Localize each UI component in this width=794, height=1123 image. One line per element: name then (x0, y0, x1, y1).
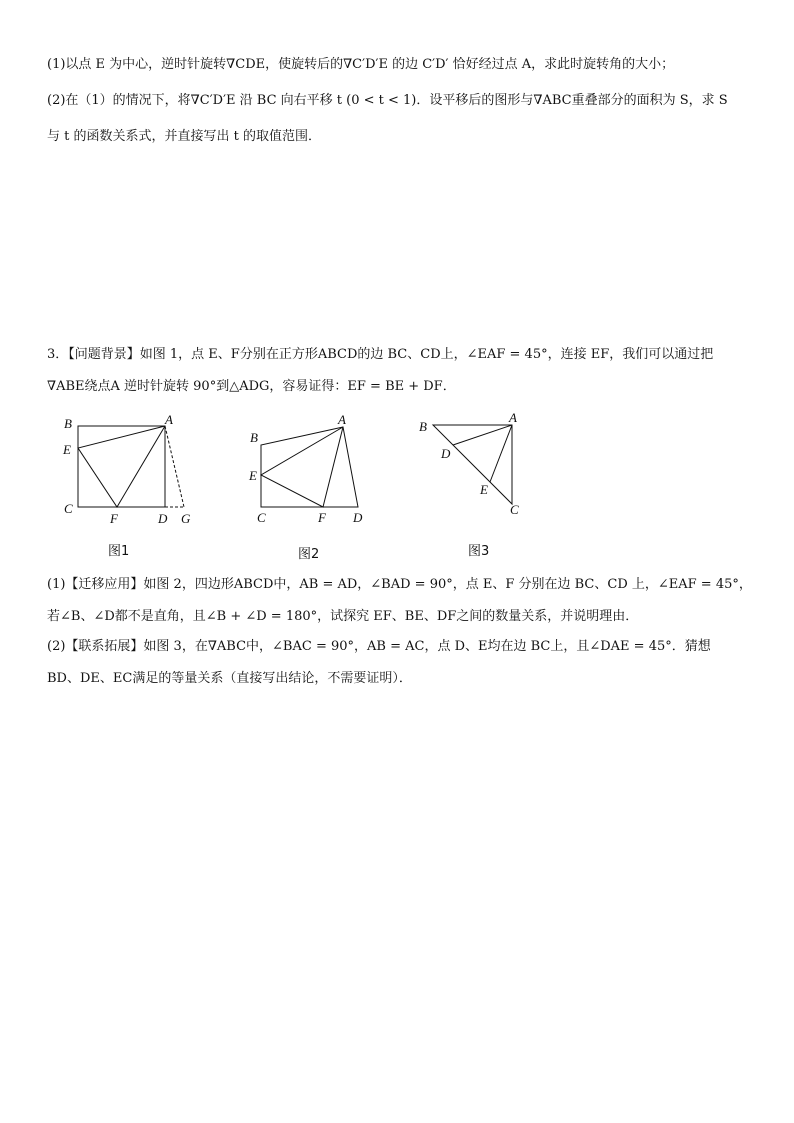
fig3-label-d: D (441, 446, 451, 461)
problem3-intro-line1: 3．【问题背景】如图 1，点 E、F分别在正方形ABCD的边 BC、CD上，∠EAF = 45°，连接 EF，我们可以通过把 (47, 347, 714, 362)
fig1-label-f: F (110, 511, 118, 526)
fig3-label-a: A (509, 410, 517, 425)
figure-2-caption: 图2 (298, 547, 320, 562)
problem3-intro-line2: ∇ABE绕点A 逆时针旋转 90°到△ADG，容易证得：EF = BE + DF． (47, 379, 456, 394)
fig1-label-a: A (165, 412, 173, 427)
fig2-label-f: F (318, 510, 326, 525)
problem3-q1-line1: (1)【迁移应用】如图 2，四边形ABCD中，AB = AD，∠BAD = 90°，点 E、F 分别在边 BC、CD 上，∠EAF = 45°， (47, 577, 752, 592)
problem2-part2-line2: 与 t 的函数关系式，并直接写出 t 的取值范围． (47, 129, 321, 144)
problem2-part1: (1)以点 E 为中心，逆时针旋转∇CDE，使旋转后的∇C′D′E 的边 C′D′ 恰好经过点 A，求此时旋转角的大小； (47, 57, 675, 72)
fig1-label-e: E (63, 442, 71, 457)
fig2-label-e: E (249, 468, 257, 483)
fig2-label-b: B (250, 430, 258, 445)
fig3-label-b: B (419, 419, 427, 434)
figure-3-caption: 图3 (468, 544, 490, 559)
figure-3 (410, 405, 540, 525)
problem2-part2-line1: (2)在（1）的情况下，将∇C′D′E 沿 BC 向右平移 t (0 < t < 1)．设平移后的图形与∇ABC重叠部分的面积为 S，求 S (47, 93, 728, 108)
figure-2 (245, 408, 375, 528)
fig1-label-g: G (181, 511, 191, 526)
fig1-label-d: D (158, 511, 168, 526)
problem3-q1-line2: 若∠B、∠D都不是直角，且∠B + ∠D = 180°，试探究 EF、BE、DF之间的数量关系，并说明理由． (47, 609, 639, 624)
fig1-label-c: C (64, 501, 73, 516)
fig3-label-e: E (480, 482, 488, 497)
fig2-label-a: A (338, 412, 346, 427)
fig2-label-c: C (257, 510, 266, 525)
fig2-label-d: D (353, 510, 363, 525)
figure-1-caption: 图1 (108, 544, 130, 559)
problem3-q2-line2: BD、DE、EC满足的等量关系（直接写出结论，不需要证明）． (47, 671, 412, 686)
fig1-label-b: B (64, 416, 72, 431)
figure-1 (55, 408, 205, 528)
fig3-label-c: C (510, 502, 519, 517)
problem3-q2-line1: (2)【联系拓展】如图 3，在∇ABC中，∠BAC = 90°，AB = AC，点 D、E均在边 BC上，且∠DAE = 45°．猜想 (47, 639, 711, 654)
